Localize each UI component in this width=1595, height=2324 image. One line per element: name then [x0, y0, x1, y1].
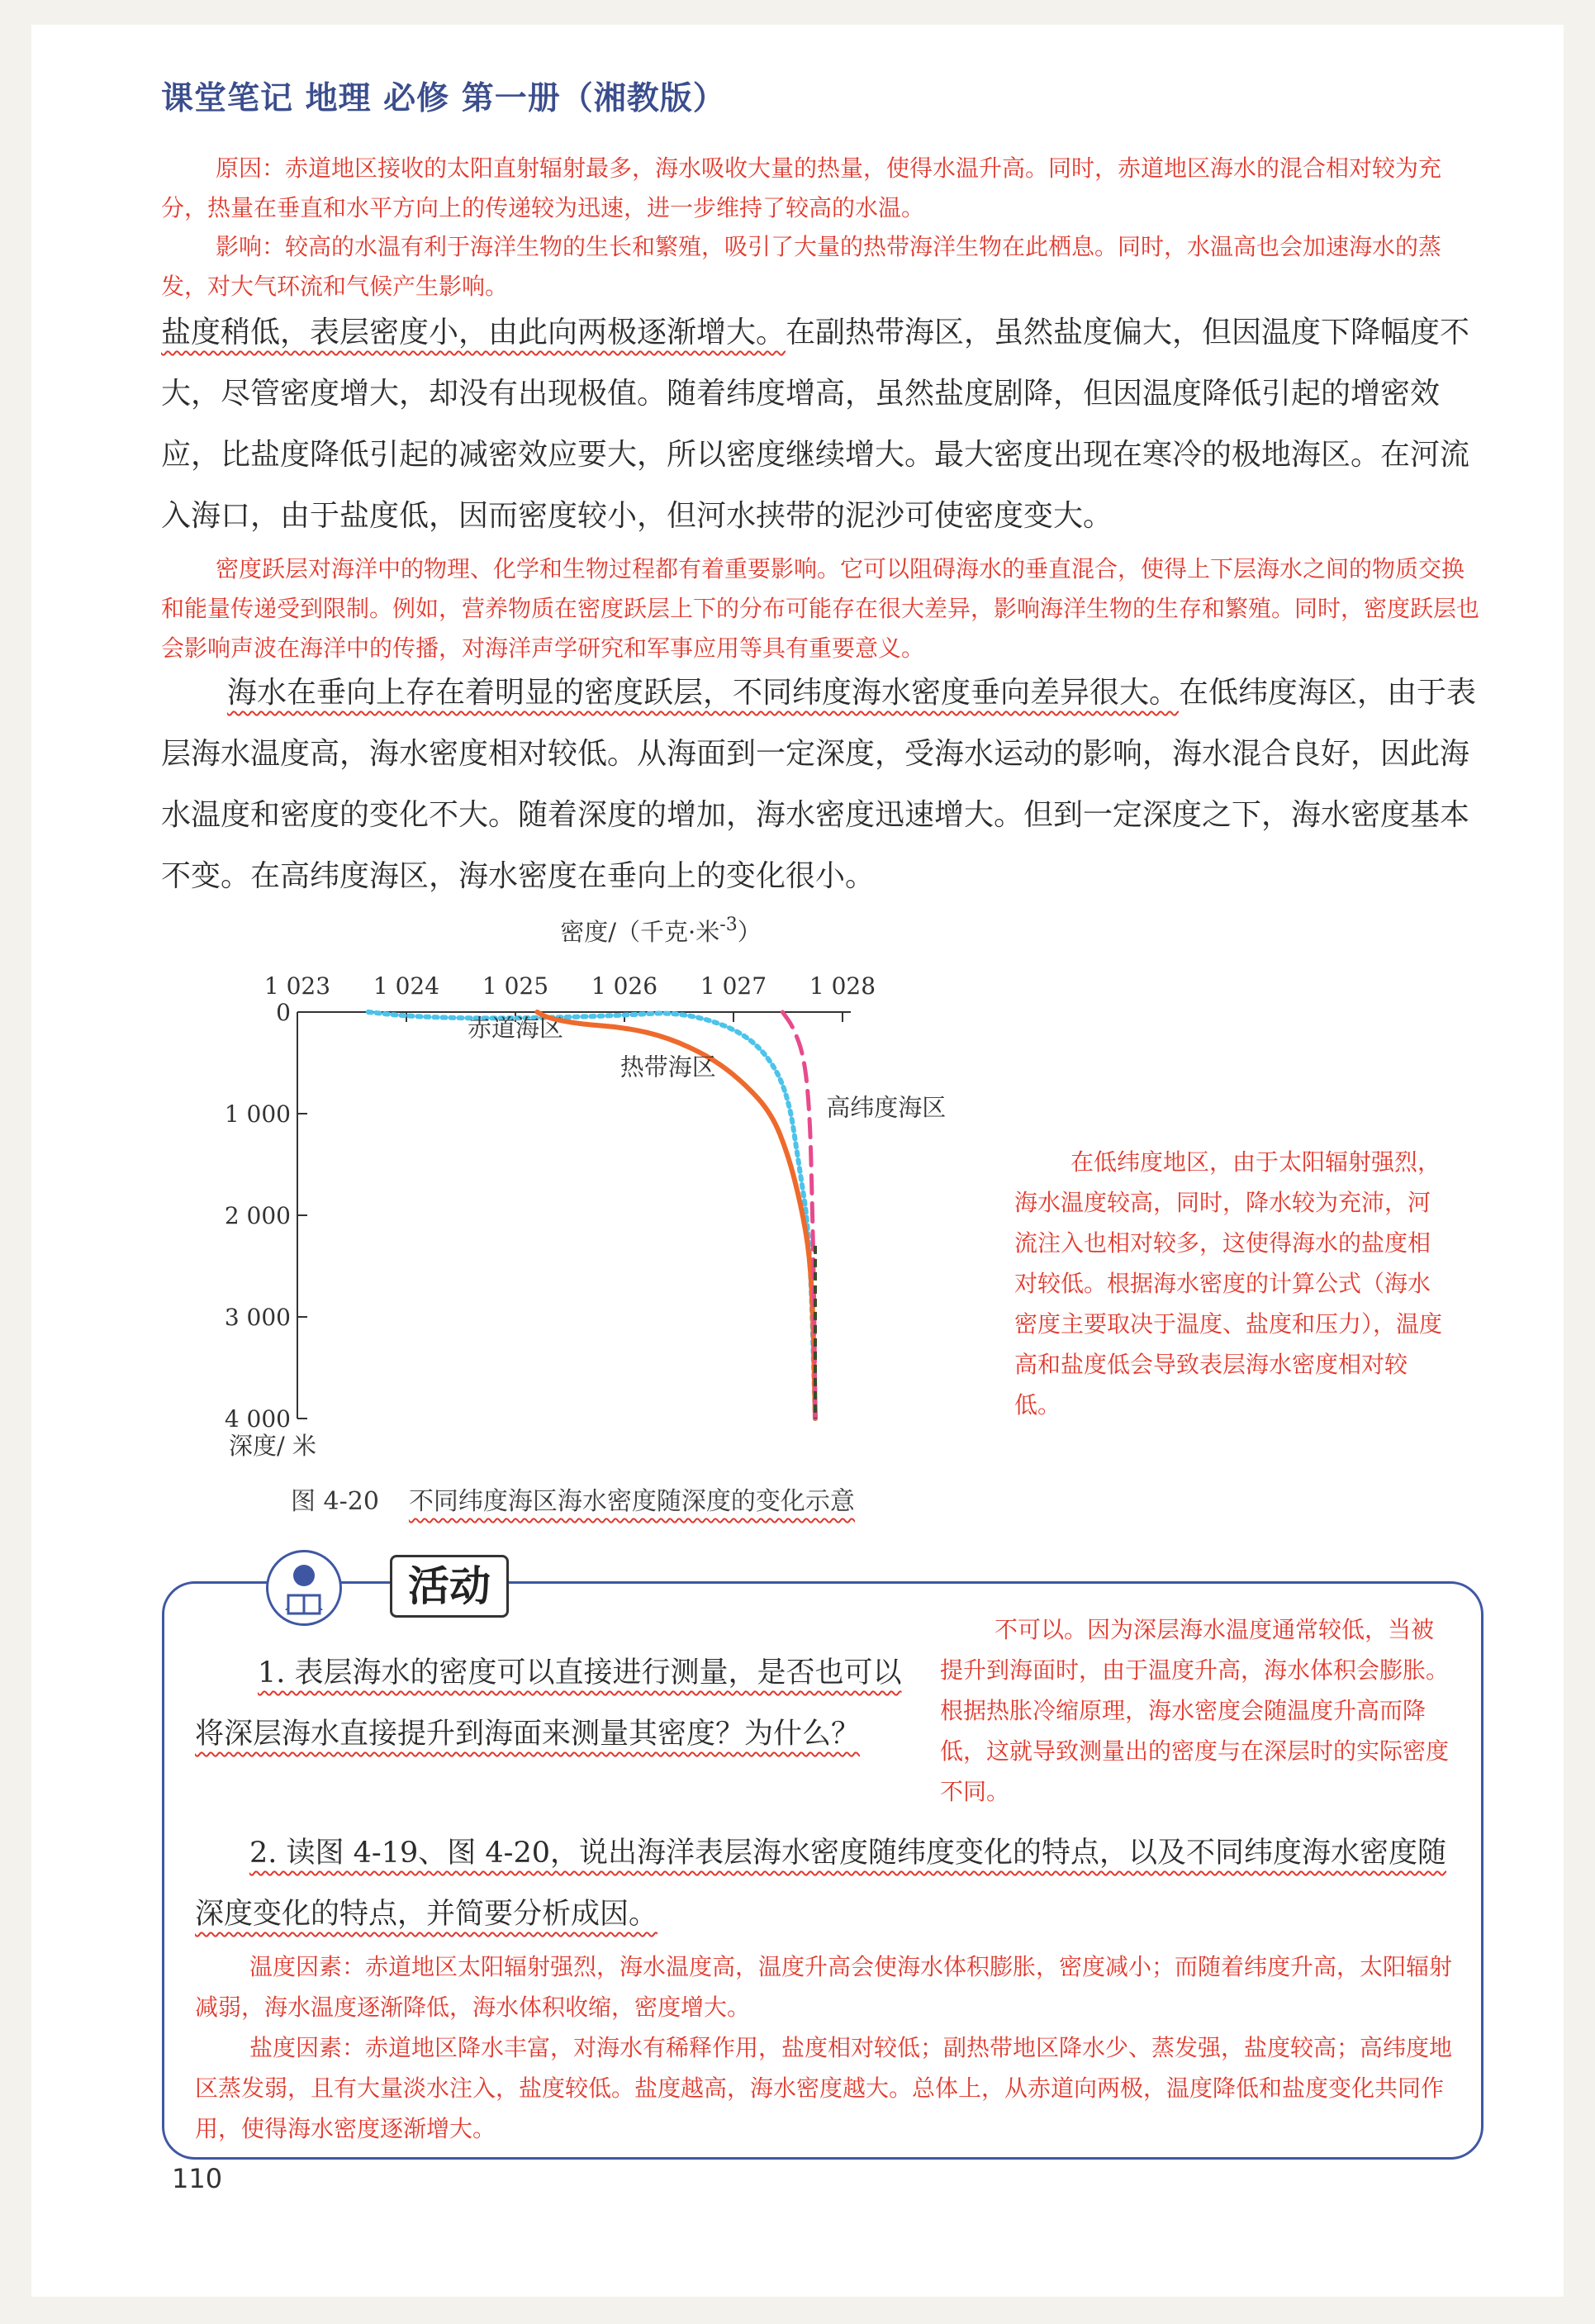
activity-question-2	[195, 1823, 1467, 1945]
x-tick-label: 1 024	[373, 972, 440, 1000]
x-axis-label-exponent: -3	[719, 915, 738, 935]
figure-caption	[291, 1480, 855, 1517]
x-tick-label: 1 023	[263, 972, 331, 1000]
note-reason: 原因：赤道地区接收的太阳直射辐射最多，海水吸收大量的热量，使得水温升高。同时，赤道地区海水的混合相对较为充分，热量在垂直和水平方向上的传递较为迅速，进一步维持了较高的水温。	[161, 154, 1442, 221]
y-tick-label: 4 000	[224, 1405, 291, 1433]
density-depth-chart	[198, 909, 991, 1487]
y-tick-label: 1 000	[224, 1100, 291, 1128]
x-axis-label-text: 密度/（千克·米	[560, 918, 720, 946]
series-line-1	[368, 1012, 815, 1419]
activity-answer-2-salinity: 盐度因素：赤道地区降水丰富，对海水有稀释作用，盐度相对较低；副热带地区降水少、蒸发强，盐度较高；高纬度地区蒸发弱，且有大量淡水注入，盐度较低。盐度越高，海水密度越大。总体上，从赤道向两极，温度降低和盐度变化共同作用，使得海水密度逐渐增大。	[195, 2034, 1453, 2142]
x-tick-label: 1 027	[700, 972, 767, 1000]
x-tick-label: 1 026	[591, 972, 658, 1000]
activity-title: 活动	[390, 1555, 509, 1618]
x-axis-label	[560, 915, 761, 946]
highlight-phrase: 海水在垂向上存在着明显的密度跃层，不同纬度海水密度垂向差异很大。	[227, 676, 1180, 710]
paragraph-text: 在副热带海区，虽然盐度偏大，但因温度下降幅度不大，尽管密度增大，却没有出现极值。随着纬度增高，虽然盐度剧降，但因温度降低引起的增密效应，比盐度降低引起的减密效应要大，所以密度继续增大。最大密度出现在寒冷的极地海区。在河流入海口，由于盐度低，因而密度较小，但河水挟带的泥沙可使密度变大。	[161, 316, 1470, 533]
activity-answer-2-temperature: 温度因素：赤道地区太阳辐射强烈，海水温度高，温度升高会使海水体积膨胀，密度减小；而随着纬度升高，太阳辐射减弱，海水温度逐渐降低，海水体积收缩，密度增大。	[195, 1953, 1453, 2021]
x-tick-label: 1 025	[482, 972, 549, 1000]
activity-question-1	[195, 1642, 922, 1765]
page-header: 课堂笔记 地理 必修 第一册（湘教版）	[161, 80, 726, 117]
note-impact: 影响：较高的水温有利于海洋生物的生长和繁殖，吸引了大量的热带海洋生物在此栖息。同时，水温高也会加速海水的蒸发，对大气环流和气候产生影响。	[161, 233, 1442, 300]
y-tick-label: 0	[276, 999, 291, 1026]
question-1-text: 1. 表层海水的密度可以直接进行测量，是否也可以将深层海水直接提升到海面来测量其密度？为什么？	[195, 1656, 902, 1751]
figure-title: 不同纬度海区海水密度随深度的变化示意	[408, 1487, 855, 1516]
x-tick-label: 1 028	[809, 972, 876, 1000]
series-line-3	[782, 1012, 815, 1419]
paragraph-text: 在低纬度海区，由于表层海水温度高，海水密度相对较低。从海面到一定深度，受海水运动的影响，海水混合良好，因此海水温度和密度的变化不大。随着深度的增加，海水密度迅速增大。但到一定深度之下，海水密度基本不变。在高纬度海区，海水密度在垂向上的变化很小。	[161, 676, 1477, 893]
x-axis-label-close: ）	[737, 918, 762, 946]
series-label-2: 热带海区	[619, 1053, 716, 1081]
y-tick-label: 3 000	[224, 1304, 291, 1331]
paragraph-density-latitude	[161, 302, 1487, 547]
page-number: 110	[172, 2163, 223, 2194]
highlight-phrase: 盐度稍低，表层密度小，由此向两极逐渐增大。	[161, 316, 786, 349]
question-2-text: 2. 读图 4-19、图 4-20，说出海洋表层海水密度随纬度变化的特点，以及不同纬度海水密度随深度变化的特点，并简要分析成因。	[195, 1837, 1447, 1931]
reader-icon	[266, 1550, 342, 1626]
chart-series-group	[368, 1012, 946, 1419]
series-label-3: 高纬度海区	[826, 1093, 947, 1122]
note-low-latitude: 在低纬度地区，由于太阳辐射强烈，海水温度较高，同时，降水较为充沛，河流注入也相对较多，这使得海水的盐度相对较低。根据海水密度的计算公式（海水密度主要取决于温度、盐度和压力），温度高和盐度低会导致表层海水密度相对较低。	[1014, 1148, 1443, 1419]
y-tick-label: 2 000	[224, 1202, 291, 1229]
note-pycnocline: 密度跃层对海洋中的物理、化学和生物过程都有着重要影响。它可以阻碍海水的垂直混合，使得上下层海水之间的物质交换和能量传递受到限制。例如，营养物质在密度跃层上下的分布可能存在很大差异，影响海洋生物的生存和繁殖。同时，密度跃层也会影响声波在海洋中的传播，对海洋声学研究和军事应用等具有重要意义。	[161, 555, 1480, 662]
activity-answer-1: 不可以。因为深层海水温度通常较低，当被提升到海面时，由于温度升高，海水体积会膨胀。根据热胀冷缩原理，海水密度会随温度升高而降低，这就导致测量出的密度与在深层时的实际密度不同。	[940, 1616, 1450, 1805]
y-axis-label: 深度/ 米	[229, 1432, 316, 1460]
figure-number: 图 4-20	[291, 1487, 379, 1516]
series-label-1: 赤道海区	[467, 1014, 564, 1043]
paragraph-density-depth	[161, 663, 1487, 907]
